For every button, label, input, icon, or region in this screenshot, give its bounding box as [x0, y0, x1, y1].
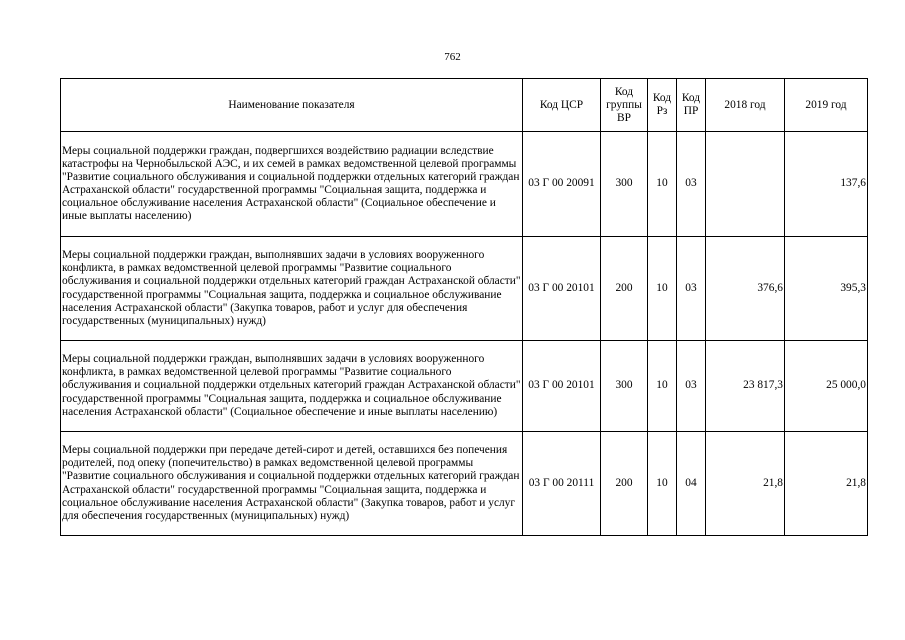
- header-name: Наименование показателя: [61, 79, 523, 132]
- budget-table: [60, 78, 868, 536]
- header-rz-code: Код Рз: [648, 79, 677, 132]
- row-name: Меры социальной поддержки граждан, выполнявших задачи в условиях вооруженного конфликта, в рамках ведомственной целевой программы "Развитие социального обслуживания и социальной поддержки отдельных категорий граждан Астраханской области" государственной программы "Социальная защита, поддержка и социальное обслуживание населения Астраханской области" (Социальное обеспечение и иные выплаты населению): [61, 341, 523, 432]
- table-row: [61, 132, 868, 237]
- row-csr-code: 03 Г 00 20101: [523, 341, 601, 432]
- header-pr-code: Код ПР: [677, 79, 706, 132]
- row-pr-code: 03: [677, 132, 706, 237]
- row-value-2018: 376,6: [706, 237, 785, 341]
- row-value-2019: 21,8: [785, 432, 868, 536]
- row-csr-code: 03 Г 00 20091: [523, 132, 601, 237]
- header-year-2019: 2019 год: [785, 79, 868, 132]
- page-number: 762: [444, 51, 461, 63]
- table-row: [61, 341, 868, 432]
- row-rz-code: 10: [648, 237, 677, 341]
- row-name: Меры социальной поддержки граждан, подвергшихся воздействию радиации вследствие катастрофы на Чернобыльской АЭС, и их семей в рамках ведомственной целевой программы "Развитие социального обслуживания и социальной поддержки отдельных категорий граждан Астраханской области" государственной программы "Социальная защита, поддержка и социальное обслуживание населения Астраханской области" (Социальное обеспечение и иные выплаты населению): [61, 132, 523, 237]
- header-csr-code: Код ЦСР: [523, 79, 601, 132]
- row-rz-code: 10: [648, 132, 677, 237]
- table-row: [61, 237, 868, 341]
- row-value-2018: [706, 132, 785, 237]
- row-pr-code: 03: [677, 237, 706, 341]
- table-row: [61, 432, 868, 536]
- row-value-2019: 395,3: [785, 237, 868, 341]
- row-csr-code: 03 Г 00 20101: [523, 237, 601, 341]
- header-vr-code: Код группы ВР: [601, 79, 648, 132]
- table-header-row: [61, 79, 868, 132]
- header-year-2018: 2018 год: [706, 79, 785, 132]
- row-name: Меры социальной поддержки граждан, выполнявших задачи в условиях вооруженного конфликта, в рамках ведомственной целевой программы "Развитие социального обслуживания и социальной поддержки отдельных категорий граждан Астраханской области" государственной программы "Социальная защита, поддержка и социальное обслуживание населения Астраханской области" (Закупка товаров, работ и услуг для обеспечения государственных (муниципальных) нужд): [61, 237, 523, 341]
- row-pr-code: 04: [677, 432, 706, 536]
- row-rz-code: 10: [648, 432, 677, 536]
- row-vr-code: 200: [601, 237, 648, 341]
- row-pr-code: 03: [677, 341, 706, 432]
- row-value-2018: 21,8: [706, 432, 785, 536]
- row-value-2019: 25 000,0: [785, 341, 868, 432]
- row-vr-code: 300: [601, 341, 648, 432]
- row-name: Меры социальной поддержки при передаче детей-сирот и детей, оставшихся без попечения родителей, под опеку (попечительство) в рамках ведомственной целевой программы "Развитие социального обслуживания и социальной поддержки отдельных категорий граждан Астраханской области" государственной программы "Социальная защита, поддержка и социальное обслуживание населения Астраханской области" (Закупка товаров, работ и услуг для обеспечения государственных (муниципальных) нужд): [61, 432, 523, 536]
- row-value-2019: 137,6: [785, 132, 868, 237]
- row-rz-code: 10: [648, 341, 677, 432]
- row-vr-code: 300: [601, 132, 648, 237]
- row-vr-code: 200: [601, 432, 648, 536]
- row-csr-code: 03 Г 00 20111: [523, 432, 601, 536]
- row-value-2018: 23 817,3: [706, 341, 785, 432]
